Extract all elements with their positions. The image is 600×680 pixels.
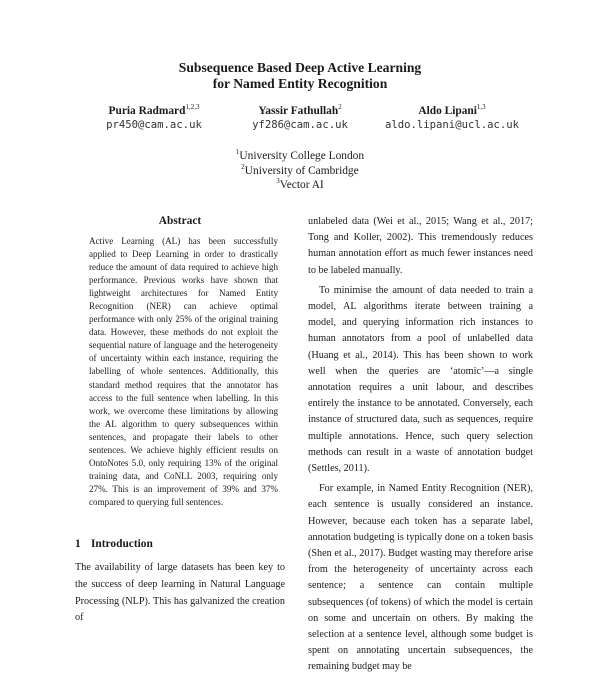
author-3 <box>352 104 552 132</box>
affiliations <box>0 149 600 193</box>
section-number: 1 <box>75 538 81 550</box>
author-email: aldo.lipani@ucl.ac.uk <box>385 119 519 131</box>
body-paragraph: For example, in Named Entity Recognition (NER), each sentence is usually considered an instance. However, because each token has a separate label, annotation budgeting is typically done on a token basis (Shen et al., 2017). Budget wasting may therefore arise from the heterogeneity of uncertainty across each sentence; a sentence can contain multiple subsequences (of tokens) of which the model is certain on some and uncertain on others. By making the selection at a sentence level, although some budget is spent on annotating uncertain subsequences, the remaining budget may be <box>308 483 533 673</box>
right-column <box>308 214 533 680</box>
abstract-heading: Abstract <box>158 215 202 227</box>
author-affil-sup: 2 <box>338 103 342 112</box>
title-line-1: Subsequence Based Deep Active Learning <box>178 60 422 75</box>
title-line-2: for Named Entity Recognition <box>212 76 388 91</box>
paper-title <box>0 60 600 92</box>
body-paragraph: To minimise the amount of data needed to train a model, AL algorithms iterate between training a model, and querying information rich instances to human annotators from a pool of unlabelled data (Huang et al., 2014). This has been shown to work well when the queries are ‘atomic’—a single annotation requires a unit labour, and describes entirely the instance to be annotated. Conversely, each instance of structured data, such as sequences, require multiple annotations. Hence, such query selection methods can result in a waste of annotation budget (Settles, 2011). <box>308 284 533 475</box>
author-affil-sup: 1,3 <box>476 103 486 112</box>
body-paragraph: unlabeled data (Wei et al., 2015; Wang et al., 2017; Tong and Koller, 2002). This tremendously reduces human annotation effort as much fewer instances need to be labeled manually. <box>308 216 533 276</box>
affiliation-2: $^2$University of Cambridge <box>241 162 359 177</box>
affiliation-1: $^1$University College London <box>235 148 365 162</box>
author-name: Yassir Fathullah <box>258 105 339 117</box>
intro-paragraph-left: The availability of large datasets has been key to the success of deep learning in Natural Language Processing (NLP). This has galvanized the creation of <box>75 562 285 624</box>
author-email: pr450@cam.ac.uk <box>106 119 202 131</box>
abstract-text: Active Learning (AL) has been successfully applied to Deep Learning in order to drastically reduce the amount of data required to achieve high performance. Previous works have shown that lightweight architectures for Named Entity Recognition (NER) can achieve optimal performance with only 25% of the original training data. However, these methods do not exploit the sequential nature of language and the heterogeneity of uncertainty within each instance, requiring the labelling of whole sentences. Additionally, this standard method requires that the annotator has access to the full sentence when labelling. In this work, we overcome these limitations by allowing the AL algorithm to query subsequences within sentences, and propagate their labels to other sentences. We achieve highly efficient results on OntoNotes 5.0, only requiring 13% of the original training data, and CoNLL 2003, requiring only 27%. This is an improvement of 39% and 37% compared to querying full sentences. <box>89 236 278 507</box>
section-title: Introduction <box>91 538 153 550</box>
section-heading <box>75 538 153 550</box>
author-affil-sup: 1,2,3 <box>185 103 200 112</box>
author-name: Aldo Lipani <box>418 105 477 117</box>
author-email: yf286@cam.ac.uk <box>252 119 348 131</box>
author-name: Puria Radmard <box>108 105 186 117</box>
affiliation-3: $^3$Vector AI <box>276 177 324 191</box>
